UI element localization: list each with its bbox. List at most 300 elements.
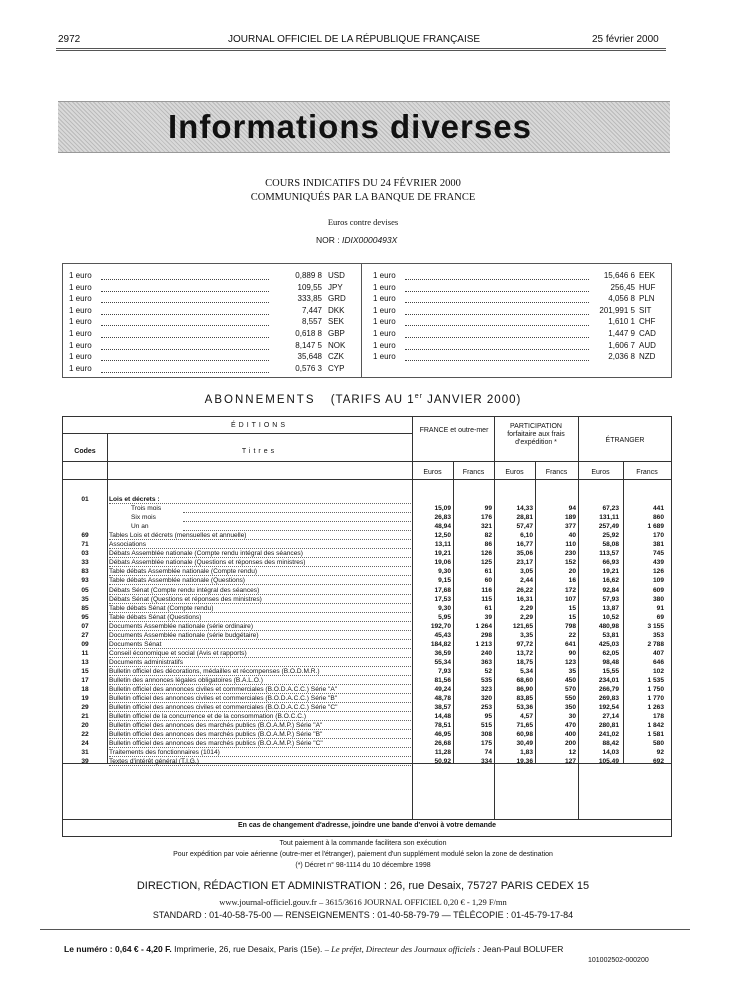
row-value: 23,17 [516,559,533,567]
row-title: Bulletin officiel des annonces civiles et commerciales (B.O.D.A.C.C.) Série "B" [109,695,338,703]
rate-row [69,316,354,328]
currency-code: CYP [328,363,345,373]
rate-value: 15,646 6 [603,271,635,280]
row-value: 1 770 [647,695,664,703]
row-value: 26,83 [434,514,451,522]
header-participation: PARTICIPATION forfaitaire aux frais d'expédition * [507,423,565,446]
change-address-note: En cas de changement d'adresse, joindre une bande d'envoi à votre demande [237,822,497,829]
rate-value: 333,85 [297,294,322,304]
row-value: 240 [480,649,492,657]
currency-code: NZD [639,352,656,362]
row-title: Bulletin officiel des annonces civiles et commerciales (B.O.D.A.C.C.) Série "A" [109,686,338,694]
row-value: 570 [564,686,576,694]
row-code: 27 [81,631,89,639]
row-value: 19,21 [602,568,619,576]
rate-label: 1 euro [373,294,396,304]
row-value: 16,77 [516,541,533,549]
row-code: 01 [81,496,89,503]
rate-label: 1 euro [69,317,92,327]
row-leader [183,513,411,522]
journal-title: JOURNAL OFFICIEL DE LA RÉPUBLIQUE FRANÇAISE [228,34,481,45]
row-value: 28,81 [516,514,533,522]
rate-value: 1,447 9 [608,328,635,338]
row-value: 30,49 [516,740,533,748]
currency-code: SEK [328,317,345,327]
rate-label: 1 euro [373,271,396,280]
row-value: 2 788 [647,640,664,648]
row-value: 798 [564,622,576,630]
row-value: 38,57 [434,704,451,712]
row-value: 55,34 [434,658,451,666]
row-value: 3,05 [520,568,533,576]
leader-dots [101,316,269,326]
row-value: 45,43 [434,631,451,639]
row-title: Conseil économique et social (Avis et rapports) [109,649,247,657]
row-value: 26,68 [434,740,451,748]
header-euros-2: Euros [505,469,524,476]
row-value: 609 [652,586,664,594]
row-code: 21 [81,713,89,721]
row-value: 125 [480,559,492,567]
row-value: 88,42 [602,740,619,748]
row-code: 19 [81,695,89,703]
row-value: 40 [568,532,576,540]
row-value: 11,28 [434,749,451,757]
row-title: Documents administratifs [109,658,184,666]
leader-dots [405,305,589,315]
row-value: 126 [480,550,492,558]
row-value: 241,02 [598,731,619,739]
row-code: 09 [81,640,89,648]
row-value: 320 [480,695,492,703]
row-value: 19,36 [516,758,533,766]
row-code: 35 [81,595,89,603]
row-value: 105,49 [598,758,619,766]
row-value: 230 [564,550,576,558]
row-value: 86 [484,541,492,549]
currency-code: GRD [328,294,346,304]
row-code: 95 [81,613,89,621]
prefet-label: – Le préfet, Directeur des Journaux officiels : [324,944,481,954]
row-title: Traitements des fonctionnaires (1014) [109,749,220,757]
currency-code: AUD [639,340,656,350]
row-value: 10,52 [602,613,619,621]
row-value: 66,93 [602,559,619,567]
row-value: 20 [568,568,576,576]
rate-value: 2,036 8 [608,352,635,362]
row-line-footer [63,819,671,820]
row-value: 253 [480,704,492,712]
rate-value: 0,889 8 [295,271,322,280]
row-code: 29 [81,704,89,712]
row-value: 99 [484,505,492,513]
header-euros-3: Euros [591,469,610,476]
row-value: 81,56 [434,677,451,684]
tarifs-sup: er [414,393,423,400]
row-value: 692 [652,758,664,766]
row-value: 27,14 [602,713,619,721]
row-value: 1 689 [647,523,664,531]
row-value: 1 264 [475,622,492,630]
rate-row [69,293,354,305]
rate-row [373,316,665,328]
row-value: 14,48 [434,713,451,721]
row-value: 178 [652,713,664,721]
row-value: 280,81 [598,722,619,730]
row-value: 9,15 [438,577,451,585]
header-france: FRANCE et outre-mer [419,427,489,434]
row-value: 67,23 [602,505,619,513]
row-code: 31 [81,749,89,757]
rate-value: 7,447 [301,305,322,315]
row-value: 480,98 [598,622,619,630]
row-value: 439 [652,559,664,567]
leader-dots [405,316,589,326]
section-banner [58,101,670,153]
document-code: 101002502-000200 [588,957,649,964]
page-number: 2972 [58,34,81,45]
row-code: 24 [81,740,89,748]
row-value: 61 [484,568,492,576]
row-value: 5,34 [520,667,533,675]
rate-row [69,328,354,340]
row-code: 93 [81,577,89,585]
currency-code: USD [328,271,345,280]
row-value: 535 [480,677,492,684]
payment-note: Tout paiement à la commande facilitera son exécution [279,840,447,847]
leader-dots [101,351,269,361]
row-value: 69 [656,613,664,621]
row-value: 12 [568,749,576,757]
row-value: 131,11 [599,514,619,522]
currency-code: PLN [639,294,655,304]
currency-code: DKK [328,305,345,315]
rate-value: 109,55 [297,282,322,292]
row-value: 91 [656,604,664,612]
row-value: 90 [568,649,576,657]
row-value: 450 [564,677,576,684]
row-line-editions [63,433,412,434]
row-value: 3 155 [647,622,664,630]
header-euros-1: Euros [423,469,442,476]
row-code: 05 [81,586,89,594]
row-leader [183,522,411,531]
rate-row [69,305,354,317]
row-value: 16,31 [516,595,533,603]
row-value: 334 [480,758,492,766]
row-code: 11 [81,649,89,657]
rates-right-column [373,270,665,363]
row-value: 234,01 [598,677,619,684]
row-value: 1 750 [647,686,664,694]
row-leader [109,540,411,549]
rate-row [373,270,665,282]
row-value: 470 [564,722,576,730]
row-title: Débats Assemblée nationale (Compte rendu intégral des séances) [109,550,303,558]
rate-row [69,270,354,282]
row-value: 515 [480,722,492,730]
rate-label: 1 euro [69,340,92,350]
issue-price: Le numéro : 0,64 € - 4,20 F. [64,944,172,954]
currency-code: HUF [639,282,656,292]
row-title: Documents Sénat [109,640,162,648]
row-title: Tables Lois et décrets (mensuelles et annuelle) [109,532,247,540]
row-value: 152 [564,559,576,567]
row-value: 62,05 [602,649,619,657]
row-title: Débats Sénat (Compte rendu intégral des séances) [109,586,260,594]
rate-row [69,351,354,363]
row-value: 16 [568,577,576,585]
row-value: 9,30 [438,604,451,612]
tarifs-suffix: JANVIER 2000) [427,393,522,406]
row-value: 350 [564,704,576,712]
rate-row [373,351,665,363]
row-value: 321 [480,523,492,531]
row-value: 641 [564,640,576,648]
rate-label: 1 euro [69,282,92,292]
row-code: 15 [81,667,89,675]
row-value: 68,60 [516,677,533,684]
phone-numbers: STANDARD : 01-40-58-75-00 — RENSEIGNEMENTS : 01-40-58-79-79 — TÉLÉCOPIE : 01-45-79-17-84 [152,910,574,920]
row-title: Lois et décrets : [109,496,160,503]
currency-code: CZK [328,352,344,362]
row-value: 78,51 [434,722,451,730]
row-value: 109 [652,577,664,585]
row-value: 353 [652,631,664,639]
rate-value: 35,648 [297,352,322,362]
row-value: 95 [484,713,492,721]
rate-row [373,293,665,305]
row-value: 19,06 [434,559,451,567]
leader-dots [101,328,269,338]
row-value: 1,83 [520,749,533,757]
row-value: 126 [652,568,664,576]
row-value: 57,93 [602,595,619,603]
row-title: Table débats Assemblée nationale (Questions) [109,577,245,585]
director-name: Jean-Paul BOLUFER [482,944,564,954]
rate-label: 1 euro [69,363,92,373]
row-value: 17,68 [434,586,451,594]
row-value: 92,84 [602,586,619,594]
row-title: Bulletin officiel des annonces des marchés publics (B.O.A.M.P.) Série "C" [109,740,323,748]
header-francs-1: Francs [462,469,485,476]
row-value: 4,57 [520,713,533,721]
rate-value: 0,618 8 [295,328,322,338]
currency-code: JPY [328,282,343,292]
website-line: www.journal-officiel.gouv.fr – 3615/3616 JOURNAL OFFICIEL 0,20 € - 1,29 F/mn [219,897,507,907]
row-value: 123 [564,658,576,666]
row-value: 48,78 [434,695,451,703]
rate-value: 8,557 [301,317,322,327]
air-mail-note: Pour expédition par voie aérienne (outre-mer et l'étranger), paiement d'un supplément modulé selon la zone de destination [173,851,553,858]
leader-dots [405,282,589,292]
row-value: 9,30 [438,568,451,576]
row-value: 39 [484,613,492,621]
row-value: 53,81 [602,631,619,639]
rate-value: 201,991 5 [599,305,635,315]
row-value: 192,70 [430,622,451,630]
rate-label: 1 euro [373,305,396,315]
row-value: 83,85 [516,695,533,703]
row-code: 33 [81,559,89,567]
row-value: 53,36 [516,704,533,712]
row-value: 170 [652,532,664,540]
row-title: Bulletin officiel de la concurrence et de la consommation (B.O.C.C.) [109,713,307,721]
row-value: 308 [480,731,492,739]
row-value: 189 [564,514,576,522]
row-value: 380 [652,595,664,603]
leader-dots [101,340,269,350]
row-value: 15 [568,604,576,612]
row-value: 172 [564,586,576,594]
row-value: 74 [484,749,492,757]
rates-left-column [69,270,354,374]
row-value: 257,49 [598,523,619,531]
leader-dots [405,270,589,280]
rate-row [373,340,665,352]
row-value: 13,11 [434,541,451,549]
row-value: 2,29 [520,604,533,612]
row-value: 26,22 [516,586,533,594]
currency-code: EEK [639,271,656,280]
row-value: 200 [564,740,576,748]
header-francs-2: Francs [545,469,568,476]
row-value: 92 [656,749,664,757]
row-title: Bulletin officiel des annonces des marchés publics (B.O.A.M.P.) Série "A" [109,722,323,730]
row-value: 60,98 [516,731,533,739]
row-value: 15 [568,613,576,621]
row-value: 12,50 [434,532,451,540]
row-value: 15,09 [434,505,451,513]
row-value: 35 [568,667,576,675]
row-value: 363 [480,658,492,666]
decree-note: (*) Décret n° 98-1114 du 10 décembre 1998 [295,862,431,869]
rate-row [69,363,354,375]
row-value: 25,92 [602,532,619,540]
tarifs-label [331,394,522,406]
row-title: Bulletin officiel des annonces des marchés publics (B.O.A.M.P.) Série "B" [109,731,323,739]
currency-code: CHF [639,317,656,327]
row-value: 323 [480,686,492,694]
row-value: 116 [481,586,492,594]
rate-row [69,282,354,294]
row-value: 46,95 [434,731,451,739]
currency-code: NOK [328,340,346,350]
row-value: 57,47 [516,523,533,531]
row-value: 18,75 [516,658,533,666]
row-value: 1 213 [475,640,492,648]
header-etranger: ÉTRANGER [605,437,645,444]
row-value: 22 [568,631,576,639]
row-value: 1 581 [647,731,664,739]
nor-reference [316,235,397,245]
rate-row [373,282,665,294]
rate-label: 1 euro [69,271,92,280]
leader-dots [405,351,589,361]
currency-code: GBP [328,328,345,338]
row-value: 13,72 [516,649,533,657]
row-value: 16,62 [602,577,619,585]
row-code: 71 [81,541,89,549]
row-value: 52 [484,667,492,675]
header-francs-3: Francs [636,469,658,476]
printer-address: Imprimerie, 26, rue Desaix, Paris (15e). [174,944,323,954]
row-code: 83 [81,568,89,576]
row-value: 115 [481,595,492,603]
row-leader [183,504,411,513]
row-value: 98,48 [602,658,619,666]
leader-dots [101,363,269,373]
row-code: 18 [81,686,89,694]
row-code: 20 [81,722,89,730]
row-title: Textes d'intérêt général (T.I.G.) [109,758,199,766]
row-value: 36,59 [434,649,451,657]
row-value: 646 [652,658,664,666]
rate-value: 1,610 1 [608,317,635,327]
row-title: Six mois [131,514,156,522]
leader-dots [405,340,589,350]
row-value: 441 [652,505,664,513]
row-value: 13,87 [602,604,619,612]
header-rule [56,48,666,49]
subscription-table [62,416,672,837]
row-value: 580 [652,740,664,748]
row-title: Bulletin officiel des décorations, médailles et récompenses (B.O.D.M.R.) [109,667,320,675]
row-value: 86,90 [516,686,533,694]
row-title: Table débats Sénat (Compte rendu) [109,604,214,612]
row-value: 19,21 [434,550,451,558]
row-value: 121,65 [512,622,533,630]
issue-date: 25 février 2000 [592,34,659,45]
row-title: Bulletin des annonces légales obligatoires (B.A.L.O.) [109,677,263,684]
abonnements-title: ABONNEMENTS [204,393,316,406]
rate-label: 1 euro [373,328,396,338]
row-value: 184,82 [430,640,451,648]
row-value: 15,55 [602,667,619,675]
rate-value: 256,45 [610,282,635,292]
row-value: 550 [564,695,576,703]
row-value: 58,08 [602,541,619,549]
row-code: 17 [81,677,89,684]
row-code: 22 [81,731,89,739]
nor-label: NOR : [316,235,340,245]
row-value: 5,95 [438,613,451,621]
row-value: 175 [480,740,492,748]
row-value: 60 [484,577,492,585]
row-value: 49,24 [434,686,451,694]
leader-dots [101,305,269,315]
row-value: 425,03 [598,640,619,648]
rate-label: 1 euro [373,317,396,327]
row-value: 71,65 [516,722,533,730]
row-code: 13 [81,658,89,666]
row-value: 269,83 [598,695,619,703]
cours-title-1: COURS INDICATIFS DU 24 FÉVRIER 2000 [265,178,461,189]
row-line-header [63,461,671,462]
row-value: 400 [564,731,576,739]
leader-dots [405,328,589,338]
row-code: 39 [81,758,89,766]
rate-label: 1 euro [69,294,92,304]
row-title: Documents Assemblée nationale (série ordinaire) [109,622,254,630]
row-value: 381 [652,541,664,549]
row-value: 1 263 [647,704,664,712]
row-value: 176 [480,514,492,522]
currency-code: CAD [639,328,656,338]
row-title: Un an [131,523,149,531]
rate-row [69,340,354,352]
row-value: 107 [564,595,576,603]
